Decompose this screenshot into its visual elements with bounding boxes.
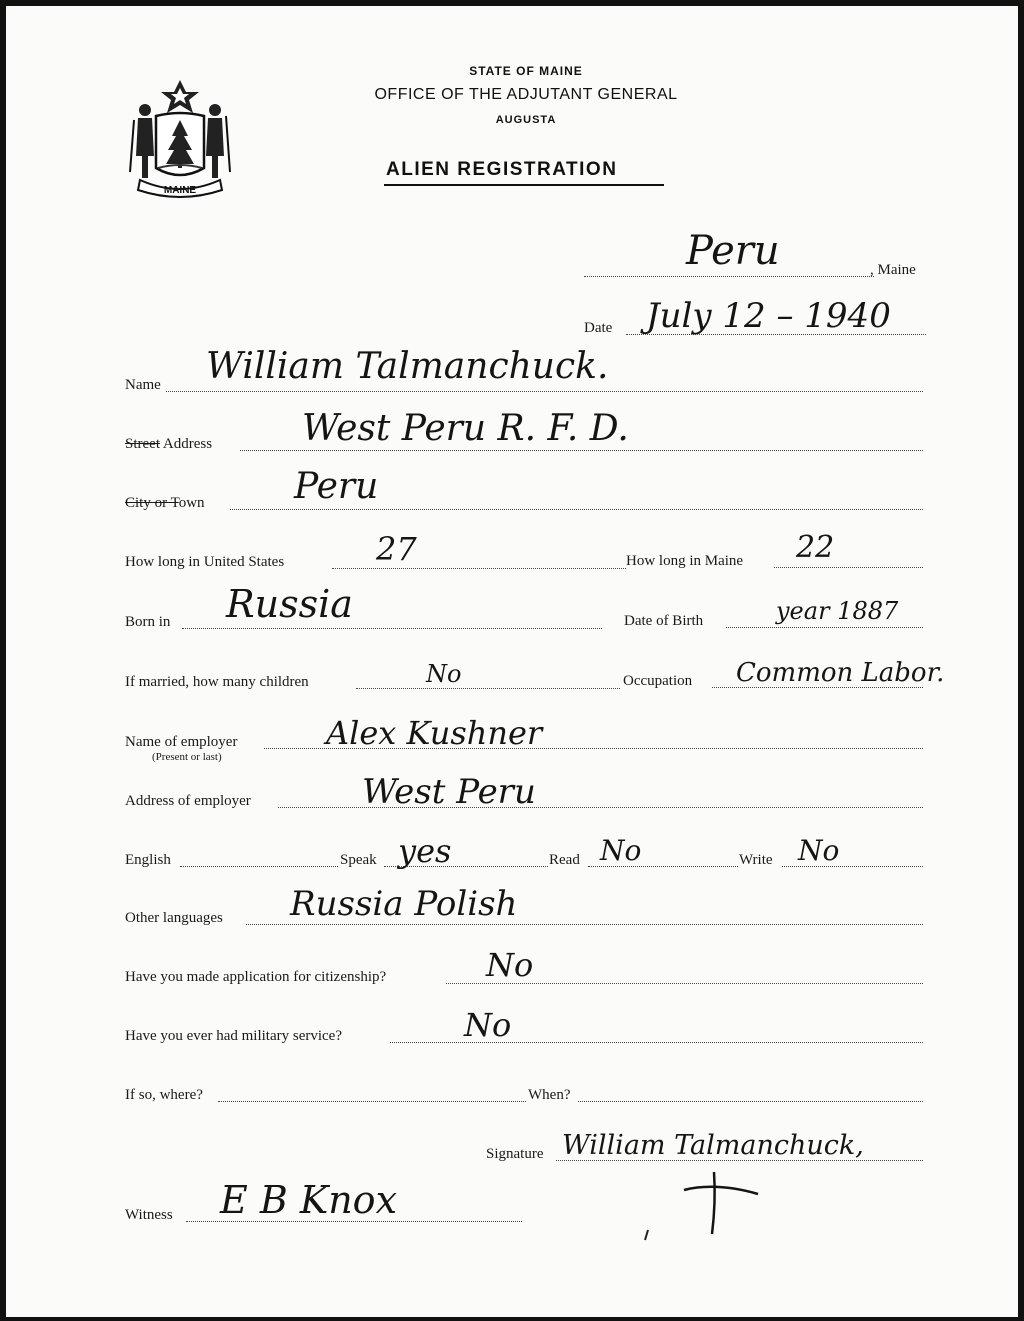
place-line: [584, 276, 874, 277]
english-line: [180, 866, 338, 867]
name-line: [166, 391, 923, 392]
write-entry: No: [798, 834, 840, 867]
place-entry: Peru: [686, 228, 780, 274]
when-label: When?: [528, 1087, 571, 1103]
children-entry: No: [426, 660, 462, 688]
header-office: OFFICE OF THE ADJUTANT GENERAL: [374, 86, 678, 103]
born-in-label: Born in: [125, 614, 171, 630]
date-entry: July 12 – 1940: [646, 296, 891, 336]
name-entry: William Talmanchuck.: [206, 346, 609, 387]
town-entry: Peru: [294, 466, 379, 507]
date-of-birth-entry: year 1887: [776, 597, 899, 625]
address-label-text: Address: [160, 436, 213, 452]
signature-entry: William Talmanchuck,: [562, 1130, 864, 1161]
town-label-text: own: [178, 495, 205, 511]
how-long-us-label: How long in United States: [125, 554, 285, 570]
children-label: If married, how many children: [125, 674, 309, 690]
address-line: [240, 450, 923, 451]
read-entry: No: [600, 834, 642, 867]
employer-address-label: Address of employer: [125, 793, 251, 809]
how-long-maine-line: [774, 567, 923, 568]
maine-label: , Maine: [870, 262, 916, 278]
occupation-label: Occupation: [623, 673, 693, 689]
speak-entry: yes: [398, 832, 452, 870]
born-in-line: [182, 628, 602, 629]
employer-name-label: Name of employer: [125, 734, 238, 750]
born-in-entry: Russia: [226, 582, 353, 626]
employer-name-entry: Alex Kushner: [326, 714, 543, 752]
how-long-maine-entry: 22: [796, 530, 835, 565]
english-label: English: [125, 852, 171, 868]
witness-entry: E B Knox: [220, 1178, 397, 1222]
address-entry: West Peru R. F. D.: [302, 408, 629, 449]
speak-label: Speak: [340, 852, 377, 868]
town-line: [230, 509, 923, 510]
header-city: AUGUSTA: [495, 114, 557, 126]
witness-label: Witness: [125, 1207, 173, 1223]
svg-text:MAINE: MAINE: [163, 185, 197, 196]
employer-note: (Present or last): [152, 751, 222, 763]
citizenship-entry: No: [486, 946, 534, 984]
ink-speck-icon: [642, 1228, 652, 1242]
where-label: If so, where?: [125, 1087, 203, 1103]
town-label: [125, 495, 205, 512]
city-struck-label: City or T: [125, 495, 179, 511]
occupation-entry: Common Labor.: [736, 658, 945, 688]
when-line: [578, 1101, 923, 1102]
signature-label: Signature: [486, 1146, 544, 1162]
date-label: Date: [584, 320, 613, 336]
form-title: ALIEN REGISTRATION: [386, 159, 618, 180]
scan-border-bottom: [6, 1317, 1024, 1321]
where-line: [218, 1101, 526, 1102]
address-label: [125, 436, 212, 453]
street-struck-label: Street: [125, 436, 160, 452]
children-line: [356, 688, 620, 689]
military-entry: No: [464, 1006, 512, 1044]
other-languages-line: [246, 924, 923, 925]
cross-mark-icon: [676, 1168, 766, 1238]
title-underline: [384, 184, 664, 186]
date-of-birth-line: [726, 627, 923, 628]
other-languages-label: Other languages: [125, 910, 223, 926]
date-of-birth-label: Date of Birth: [624, 613, 704, 629]
military-label: Have you ever had military service?: [125, 1028, 342, 1044]
header-state: STATE OF MAINE: [469, 64, 583, 78]
name-label: Name: [125, 377, 161, 393]
write-label: Write: [739, 852, 773, 868]
employer-address-entry: West Peru: [362, 772, 536, 812]
citizenship-label: Have you made application for citizenship?: [125, 969, 387, 985]
how-long-us-line: [332, 568, 626, 569]
read-label: Read: [549, 852, 580, 868]
how-long-us-entry: 27: [376, 530, 417, 568]
how-long-maine-label: How long in Maine: [626, 553, 744, 569]
other-languages-entry: Russia Polish: [290, 884, 518, 924]
scan-border-top: [6, 0, 1024, 6]
